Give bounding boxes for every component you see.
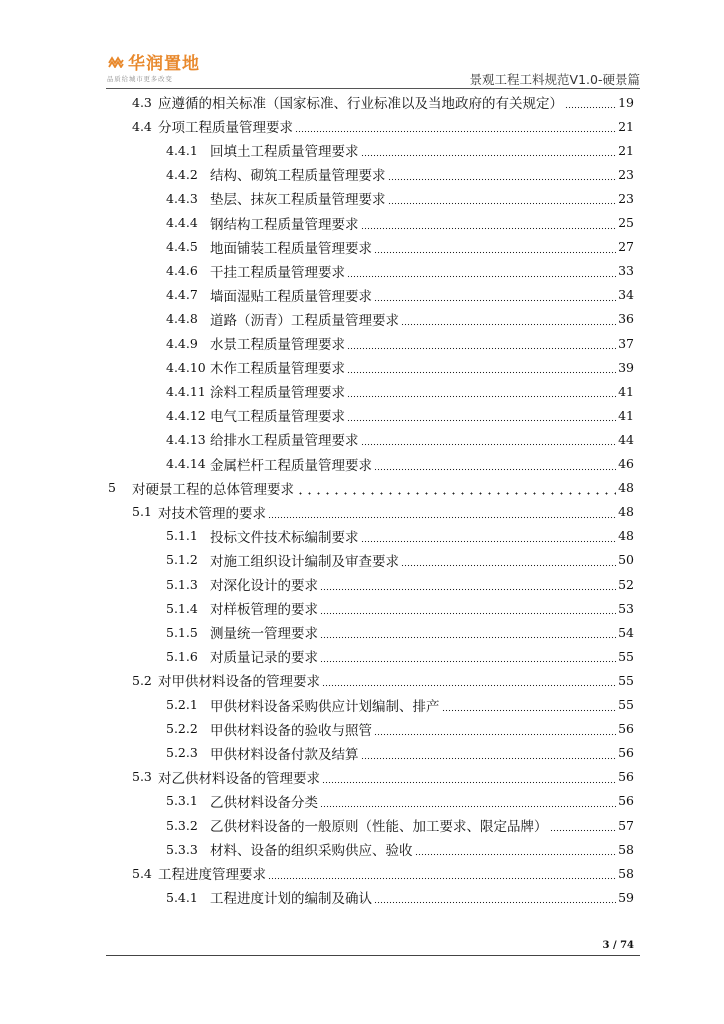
toc-leader-dots <box>295 119 616 133</box>
toc-entry-number: 5.3.1 <box>166 793 198 809</box>
toc-leader-dots <box>320 625 616 639</box>
toc-entry[interactable] <box>166 307 634 331</box>
toc-entry-page: 56 <box>618 769 634 785</box>
toc-leader-dots <box>550 818 617 832</box>
toc-leader-dots <box>361 216 617 230</box>
toc-entry-page: 27 <box>618 239 634 255</box>
header-divider <box>106 88 640 89</box>
toc-entry-number: 5.1.6 <box>166 648 198 664</box>
toc-entry[interactable] <box>166 283 634 307</box>
toc-entry[interactable] <box>108 476 634 500</box>
toc-entry[interactable] <box>166 572 634 596</box>
toc-leader-dots <box>401 553 616 567</box>
toc-leader-dots <box>374 240 616 254</box>
toc-leader-dots <box>322 770 616 784</box>
toc-leader-dots <box>320 794 616 808</box>
toc-entry-page: 48 <box>618 528 634 544</box>
toc-entry-title: 甲供材料设备付款及结算 <box>210 746 359 763</box>
toc-entry-title: 回填土工程质量管理要求 <box>210 144 359 161</box>
toc-entry-number: 4.4.9 <box>166 335 198 351</box>
toc-entry-number: 5.1 <box>132 504 152 520</box>
toc-entry-title: 工程进度计划的编制及确认 <box>210 891 372 908</box>
toc-leader-dots <box>361 529 617 543</box>
toc-entry[interactable] <box>166 813 634 837</box>
toc-entry[interactable] <box>166 789 634 813</box>
toc-entry-title: 干挂工程质量管理要求 <box>210 264 345 281</box>
toc-entry-title: 金属栏杆工程质量管理要求 <box>210 457 372 474</box>
toc-entry-number: 4.4.4 <box>166 215 198 230</box>
toc-entry-page: 56 <box>618 793 634 809</box>
toc-entry[interactable] <box>166 596 634 620</box>
toc-leader-dots <box>361 143 617 157</box>
toc-entry-title: 电气工程质量管理要求 <box>210 409 345 426</box>
toc-entry[interactable] <box>132 500 634 524</box>
toc-entry-number: 5.2.2 <box>166 721 198 737</box>
toc-entry-title: 给排水工程质量管理要求 <box>210 433 359 450</box>
toc-entry-page: 55 <box>618 672 634 688</box>
toc-entry-title: 对甲供材料设备的管理要求 <box>158 674 320 691</box>
brand-name: 华润置地 <box>128 54 200 74</box>
toc-entry-number: 4.3 <box>132 94 152 110</box>
toc-entry-number: 4.4.12 <box>166 407 206 423</box>
toc-entry-title: 墙面湿贴工程质量管理要求 <box>210 288 372 305</box>
toc-entry-number: 5.4.1 <box>166 889 198 905</box>
toc-entry-page: 58 <box>618 841 634 857</box>
toc-entry[interactable] <box>166 548 634 572</box>
toc-entry-title: 测量统一管理要求 <box>210 626 318 643</box>
toc-entry-page: 36 <box>618 311 634 327</box>
toc-entry-title: 乙供材料设备分类 <box>210 794 318 811</box>
toc-entry[interactable] <box>132 861 634 885</box>
toc-entry[interactable] <box>166 162 634 186</box>
toc-entry-page: 23 <box>618 190 634 206</box>
toc-entry-page: 41 <box>618 383 634 399</box>
toc-entry-number: 5.3 <box>132 769 152 785</box>
toc-entry-number: 5.1.4 <box>166 600 198 616</box>
toc-entry[interactable] <box>166 644 634 668</box>
toc-entry[interactable] <box>166 355 634 379</box>
toc-leader-dots <box>374 890 616 904</box>
page-number: 3 / 74 <box>602 940 634 951</box>
toc-entry[interactable] <box>166 379 634 403</box>
toc-leader-dots <box>388 191 617 205</box>
toc-entry-number: 5.4 <box>132 865 152 881</box>
toc-entry[interactable] <box>166 403 634 427</box>
toc-entry-title: 对硬景工程的总体管理要求 <box>132 481 294 498</box>
toc-entry-number: 4.4.14 <box>166 456 206 471</box>
toc-entry-page: 58 <box>618 865 634 881</box>
toc-entry[interactable] <box>166 717 634 741</box>
toc-entry-number: 5.1.3 <box>166 576 198 592</box>
toc-entry[interactable] <box>132 114 634 138</box>
toc-leader-dots <box>347 264 616 278</box>
toc-entry-title: 涂料工程质量管理要求 <box>210 385 345 402</box>
toc-entry-page: 19 <box>618 94 634 110</box>
toc-entry-title: 钢结构工程质量管理要求 <box>210 216 359 233</box>
toc-leader-dots <box>347 360 616 374</box>
toc-leader-dots <box>320 577 616 591</box>
toc-leader-dots <box>347 384 616 398</box>
toc-entry-number: 4.4.8 <box>166 311 198 327</box>
footer-divider <box>106 955 640 956</box>
toc-leader-dots <box>361 746 617 760</box>
toc-entry[interactable] <box>166 186 634 210</box>
toc-entry[interactable] <box>132 765 634 789</box>
toc-entry-title: 道路（沥青）工程质量管理要求 <box>210 312 399 329</box>
toc-entry-page: 25 <box>618 215 634 230</box>
toc-entry-title: 对质量记录的要求 <box>210 650 318 667</box>
toc-leader-dots <box>415 842 617 856</box>
toc-entry-title: 垫层、抹灰工程质量管理要求 <box>210 192 386 209</box>
toc-entry-title: 结构、砌筑工程质量管理要求 <box>210 168 386 185</box>
toc-entry-title: 应遵循的相关标准（国家标准、行业标准以及当地政府的有关规定） <box>158 96 563 112</box>
toc-leader-dots <box>361 432 617 446</box>
toc-entry-title: 材料、设备的组织采购供应、验收 <box>210 843 413 860</box>
toc-entry-page: 55 <box>618 648 634 664</box>
toc-entry-page: 59 <box>618 889 634 905</box>
toc-entry-title: 对深化设计的要求 <box>210 578 318 594</box>
toc-entry-number: 5.2 <box>132 672 152 688</box>
toc-entry-number: 5.2.1 <box>166 697 198 712</box>
toc-entry-title: 木作工程质量管理要求 <box>210 361 345 378</box>
toc-entry-number: 5.3.2 <box>166 817 198 833</box>
toc-leader-dots <box>347 408 616 422</box>
toc-entry-title: 对施工组织设计编制及审查要求 <box>210 553 399 570</box>
toc-leader-dots <box>442 698 617 712</box>
toc-entry[interactable] <box>166 452 634 476</box>
toc-entry-title: 投标文件技术标编制要求 <box>210 529 359 546</box>
toc-entry-number: 4.4.7 <box>166 287 198 303</box>
toc-entry-number: 4.4.11 <box>166 383 206 399</box>
toc-entry-number: 5.1.5 <box>166 624 198 640</box>
toc-entry-page: 34 <box>618 287 634 303</box>
brand-slogan: 品质给城市更多改变 <box>107 75 173 83</box>
toc-entry-number: 4.4 <box>132 118 152 134</box>
toc-leader-dots <box>347 336 616 350</box>
toc-entry-page: 52 <box>618 576 634 592</box>
toc-entry[interactable] <box>166 524 634 548</box>
toc-entry-page: 56 <box>618 721 634 737</box>
toc-entry-title: 地面铺装工程质量管理要求 <box>210 240 372 257</box>
toc-entry-title: 对样板管理的要求 <box>210 602 318 619</box>
toc-entry-title: 分项工程质量管理要求 <box>158 120 293 137</box>
toc-entry-title: 工程进度管理要求 <box>158 867 266 884</box>
toc-entry-title: 甲供材料设备的验收与照管 <box>210 722 372 739</box>
toc-entry-title: 水景工程质量管理要求 <box>210 337 345 353</box>
toc-leader-dots <box>374 722 616 736</box>
toc-leader-dots <box>268 866 616 880</box>
toc-entry-number: 5.2.3 <box>166 745 198 761</box>
toc-entry-page: 21 <box>618 118 634 134</box>
toc-entry-number: 5.1.1 <box>166 528 198 544</box>
toc-entry-page: 54 <box>618 624 634 640</box>
toc-entry-page: 39 <box>618 359 634 375</box>
toc-entry-page: 37 <box>618 335 634 351</box>
toc-entry-title: 对乙供材料设备的管理要求 <box>158 770 320 787</box>
toc-entry[interactable] <box>166 331 634 355</box>
toc-entry-number: 4.4.10 <box>166 359 206 375</box>
toc-entry-page: 23 <box>618 166 634 182</box>
toc-entry[interactable] <box>166 235 634 259</box>
toc-entry[interactable] <box>132 90 634 114</box>
toc-entry[interactable] <box>166 837 634 861</box>
toc-entry-page: 48 <box>618 480 634 496</box>
toc-entry[interactable] <box>132 668 634 692</box>
toc-entry-page: 48 <box>618 504 634 520</box>
toc-leader-dots <box>322 673 616 687</box>
toc-leader-dots <box>268 505 616 519</box>
toc-entry-page: 33 <box>618 263 634 279</box>
toc-entry-number: 4.4.5 <box>166 239 198 255</box>
toc-entry-number: 5.1.2 <box>166 552 198 568</box>
toc-entry-number: 5 <box>108 480 116 496</box>
toc-entry-number: 4.4.6 <box>166 263 198 279</box>
toc-entry[interactable] <box>166 741 634 765</box>
toc-entry[interactable] <box>166 620 634 644</box>
toc-entry-page: 44 <box>618 431 634 447</box>
toc-entry-page: 56 <box>618 745 634 761</box>
toc-leader-dots <box>388 167 617 181</box>
toc-entry-page: 53 <box>618 600 634 616</box>
toc-entry[interactable] <box>166 259 634 283</box>
toc-leader-dots <box>374 288 616 302</box>
toc-leader-dots <box>320 649 616 663</box>
toc-entry[interactable] <box>166 138 634 162</box>
page-header <box>106 44 640 88</box>
toc-entry-title: 对技术管理的要求 <box>158 505 266 522</box>
document-title: 景观工程工料规范V1.0-硬景篇 <box>469 72 640 87</box>
toc-entry[interactable] <box>166 211 634 235</box>
toc-entry-page: 41 <box>618 407 634 423</box>
brand-logo-icon <box>108 52 124 68</box>
toc-entry-page: 21 <box>618 142 634 158</box>
toc-leader-dots <box>565 95 616 109</box>
toc-entry-number: 4.4.1 <box>166 142 198 158</box>
toc-leader-dots <box>296 481 616 495</box>
toc-entry-title: 乙供材料设备的一般原则（性能、加工要求、限定品牌） <box>210 819 548 835</box>
toc-entry-page: 55 <box>618 697 634 712</box>
toc-leader-dots <box>320 601 616 615</box>
toc-leader-dots <box>401 312 616 326</box>
toc-entry-number: 4.4.13 <box>166 431 206 447</box>
toc-entry-page: 57 <box>618 817 634 833</box>
toc-entry[interactable] <box>166 427 634 451</box>
toc-entry-number: 4.4.2 <box>166 166 198 182</box>
toc-entry[interactable] <box>166 693 634 717</box>
toc-leader-dots <box>374 457 616 471</box>
toc-entry-page: 46 <box>618 456 634 471</box>
toc-entry-number: 5.3.3 <box>166 841 198 857</box>
toc-entry-title: 甲供材料设备采购供应计划编制、排产 <box>210 698 440 715</box>
toc-entry-page: 50 <box>618 552 634 568</box>
toc-entry[interactable] <box>166 885 634 909</box>
toc-entry-number: 4.4.3 <box>166 190 198 206</box>
